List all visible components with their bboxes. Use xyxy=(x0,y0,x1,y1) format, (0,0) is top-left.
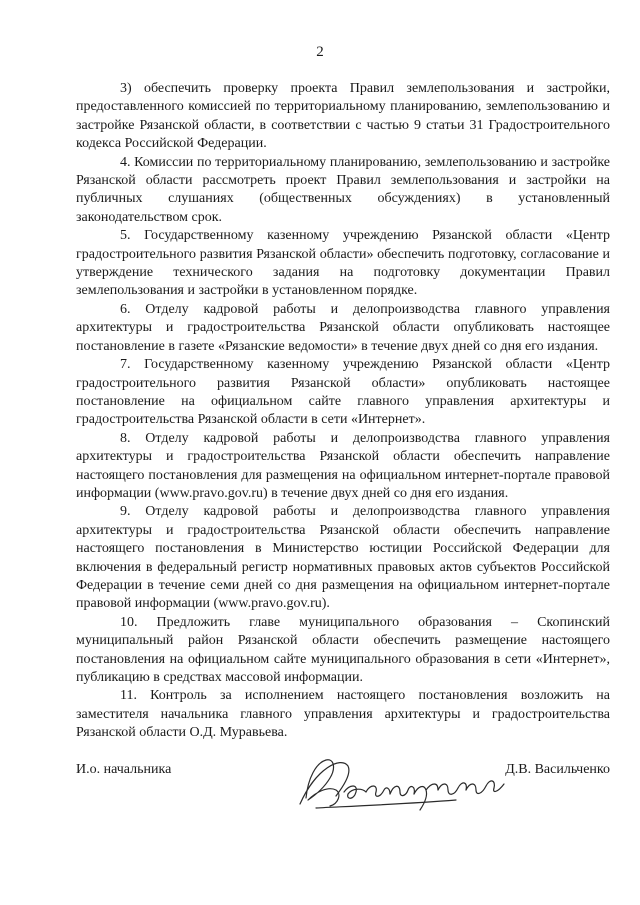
signer-title: И.о. начальника xyxy=(76,762,172,777)
paragraph-item-8: 8. Отделу кадровой работы и делопроизводства главного управления архитектуры и градостроительства Рязанской области обеспечить направление настоящего постановления для размещения на официальном интернет-портале правовой информации (www.pravo.gov.ru) в течение двух дней со дня его издания. xyxy=(76,430,610,501)
paragraph-item-9: 9. Отделу кадровой работы и делопроизводства главного управления архитектуры и градостроительства Рязанской области обеспечить направление настоящего постановления в Министерство юстиции Российской Федерации для включения в федеральный регистр нормативных правовых актов субъектов Российской Федерации в течение семи дней со дня размещения на официальном интернет-портале правовой информации (www.pravo.gov.ru). xyxy=(76,504,610,612)
signer-name: Д.В. Васильченко xyxy=(505,762,610,777)
paragraph-item-5: 5. Государственному казенному учреждению Рязанской области «Центр градостроительного развития Рязанской области» обеспечить подготовку, согласование и утверждение технического задания на подготовку документации Правил землепользования и застройки в установленном порядке. xyxy=(76,228,610,299)
page-number: 2 xyxy=(316,44,324,60)
paragraph-item-6: 6. Отделу кадровой работы и делопроизводства главного управления архитектуры и градостроительства Рязанской области опубликовать настоящее постановление в газете «Рязанские ведомости» в течение двух дней со дня его издания. xyxy=(76,301,610,354)
paragraph-item-7: 7. Государственному казенному учреждению Рязанской области «Центр градостроительного развития Рязанской области» опубликовать настоящее постановление на официальном сайте главного управления архитектуры и градостроительства Рязанской области в сети «Интернет». xyxy=(76,357,610,428)
paragraph-item-10: 10. Предложить главе муниципального образования – Скопинский муниципальный район Рязанской области обеспечить размещение настоящего постановления на официальном сайте муниципального образования в сети «Интернет», публикацию в средствах массовой информации. xyxy=(76,614,610,685)
paragraph-item-4: 4. Комиссии по территориальному планированию, землепользованию и застройке Рязанской области рассмотреть проект Правил землепользования и застройки на публичных слушаниях (общественных обсуждениях) в установленный законодательством срок. xyxy=(76,154,610,225)
paragraph-item-3: 3) обеспечить проверку проекта Правил землепользования и застройки, предоставленного комиссией по территориальному планированию, землепользованию и застройке Рязанской области, в соответствии с частью 9 статьи 31 Градостроительного кодекса Российской Федерации. xyxy=(76,81,610,152)
paragraph-item-11: 11. Контроль за исполнением настоящего постановления возложить на заместителя начальника главного управления архитектуры и градостроительства Рязанской области О.Д. Муравьева. xyxy=(76,688,610,741)
document-body xyxy=(76,80,610,743)
signature-block xyxy=(76,748,610,828)
handwritten-signature xyxy=(286,748,516,818)
